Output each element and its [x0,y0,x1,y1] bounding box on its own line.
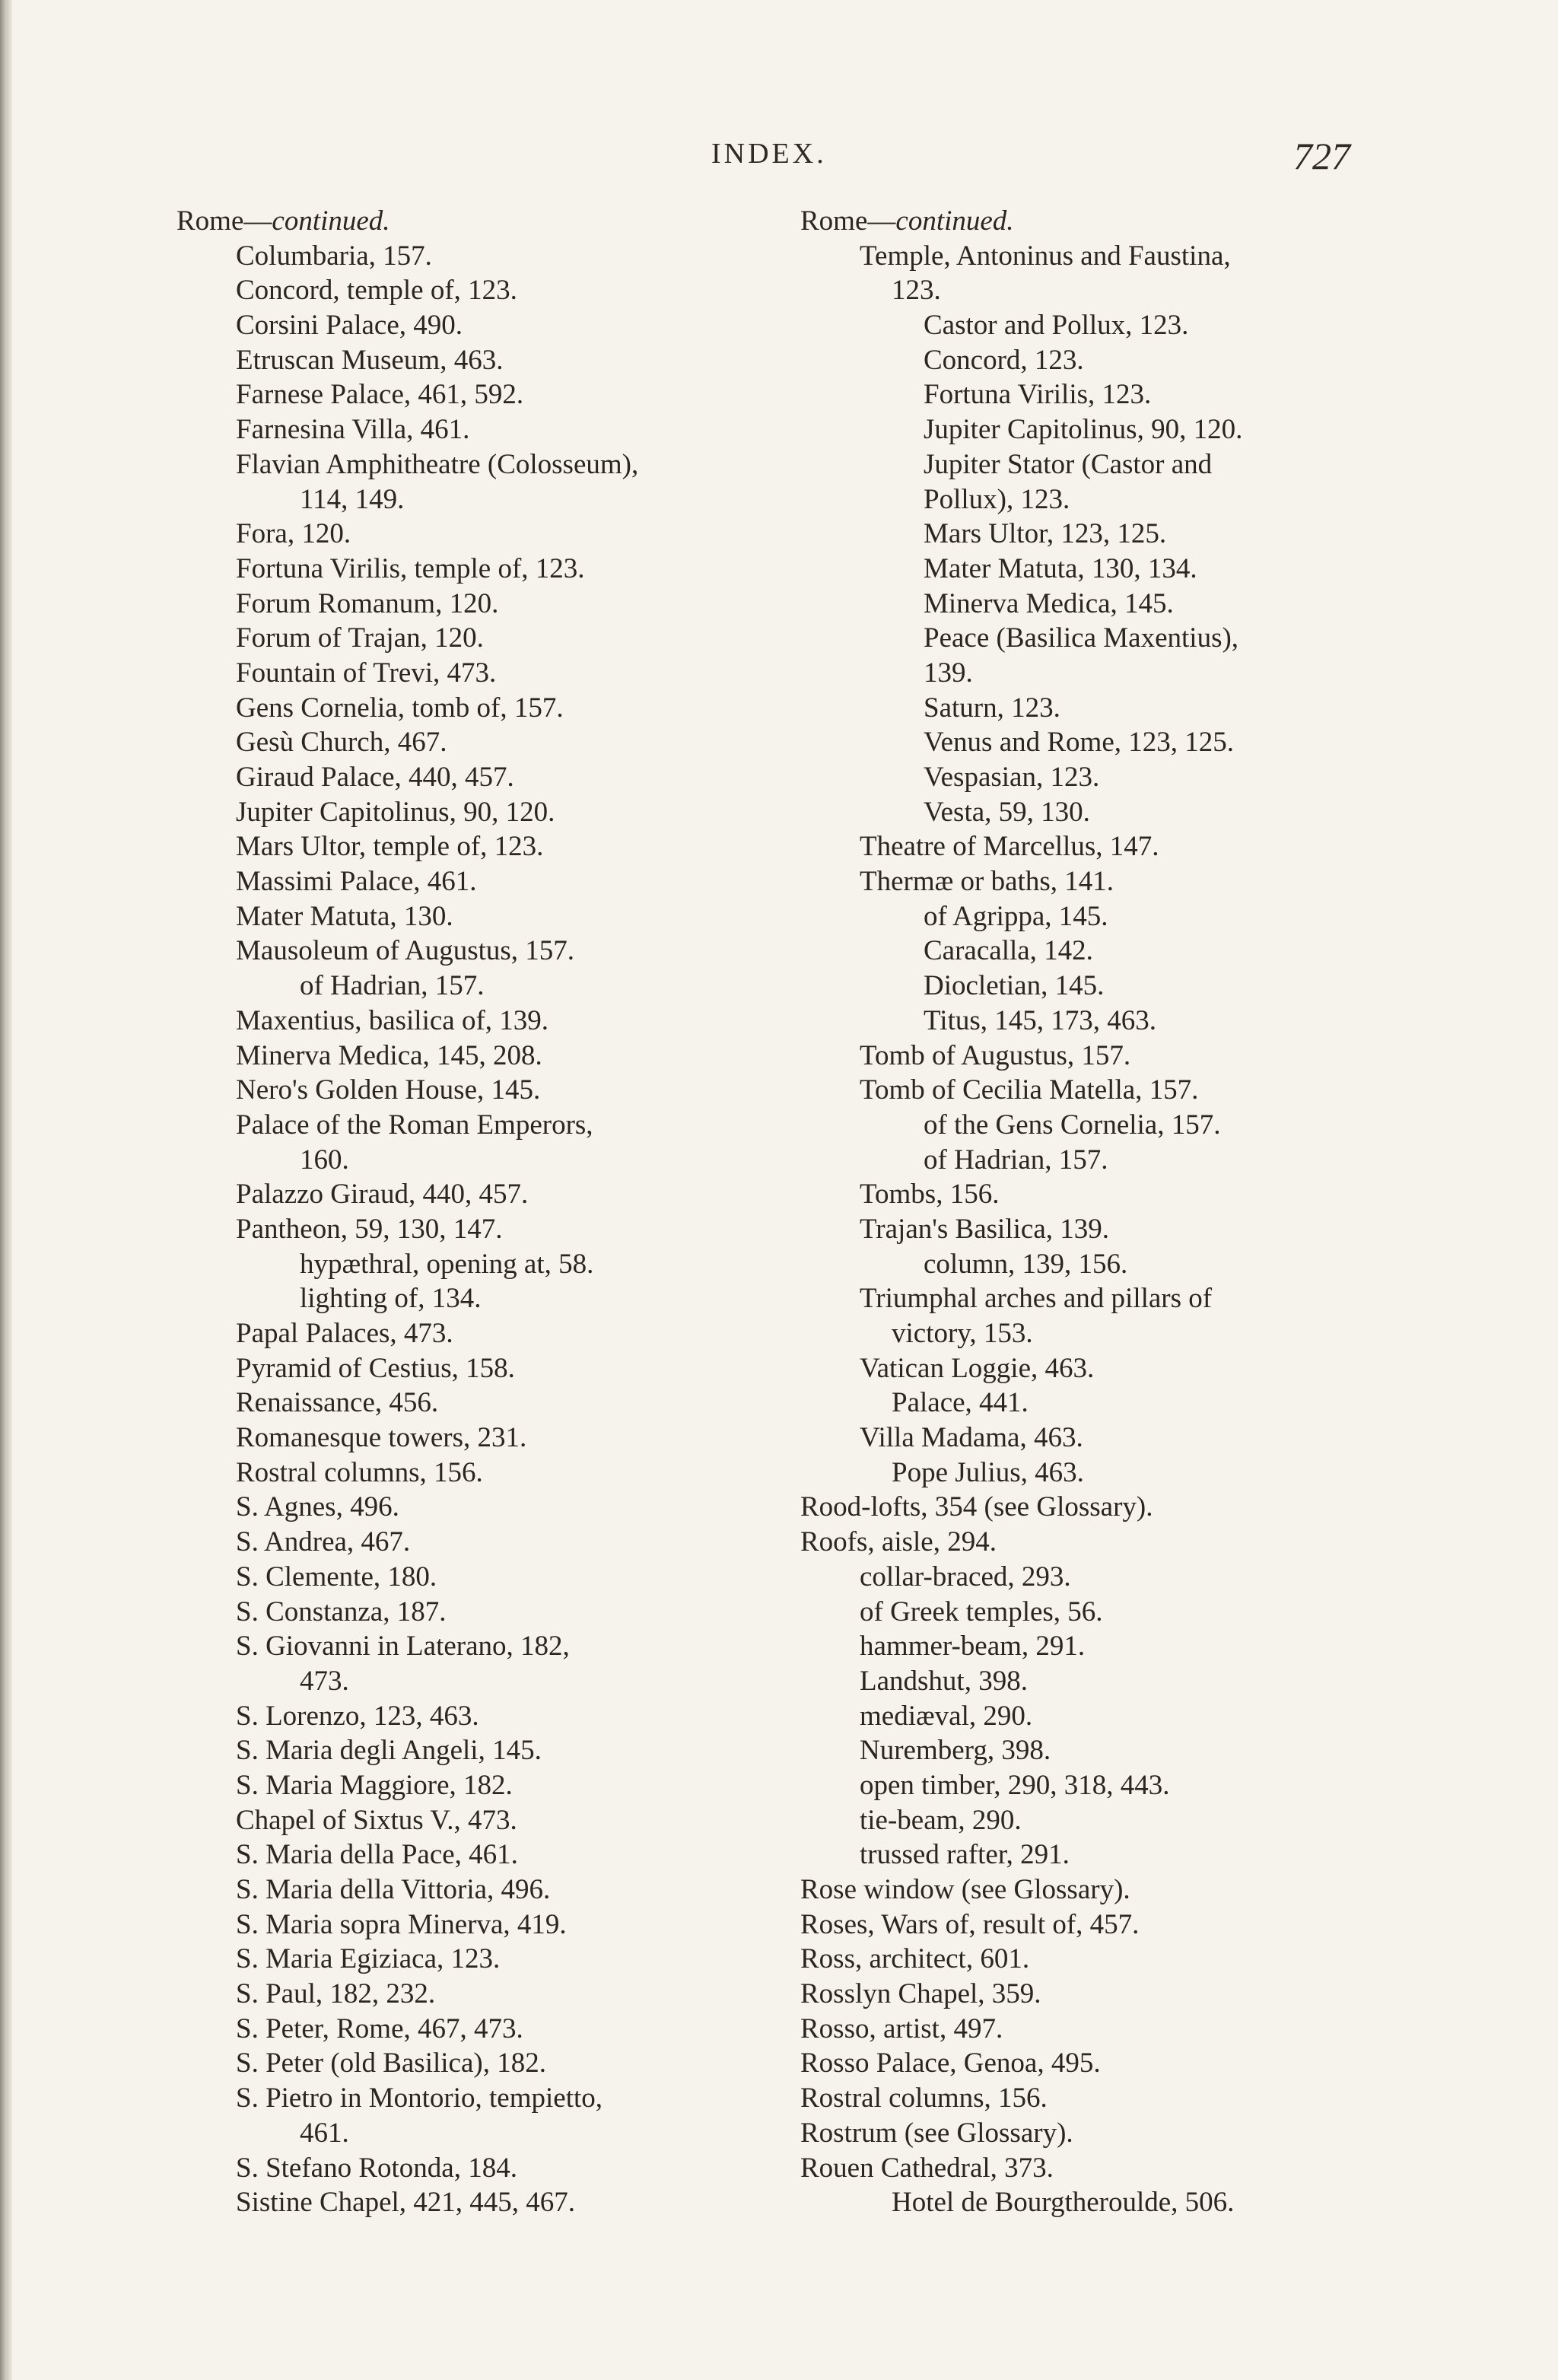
index-entry: Nuremberg, 398. [860,1735,1051,1767]
index-entry: 160. [300,1144,349,1176]
index-entry: Mausoleum of Augustus, 157. [236,935,575,967]
heading-continued: continued. [272,205,390,237]
index-entry: S. Constanza, 187. [236,1596,447,1628]
index-entry: Columbaria, 157. [236,240,432,272]
index-entry: Pyramid of Cestius, 158. [236,1352,515,1384]
index-entry: Villa Madama, 463. [860,1422,1083,1454]
index-entry: Flavian Amphitheatre (Colosseum), [236,448,639,480]
index-entry: Roofs, aisle, 294. [800,1526,997,1558]
index-entry: Hotel de Bourgtheroulde, 506. [892,2187,1235,2219]
index-entry: Giraud Palace, 440, 457. [236,762,514,793]
index-entry: Gesù Church, 467. [236,727,447,759]
heading-main: Rome— [176,205,272,237]
index-entry: Minerva Medica, 145, 208. [236,1039,542,1071]
index-entry: of the Gens Cornelia, 157. [924,1109,1221,1141]
index-entry: Pantheon, 59, 130, 147. [236,1213,503,1245]
index-entry: Ross, architect, 601. [800,1943,1030,1975]
index-entry: Minerva Medica, 145. [924,587,1174,619]
index-entry: Rosso, artist, 497. [800,2013,1003,2044]
index-entry: Etruscan Museum, 463. [236,344,504,376]
index-entry: S. Peter, Rome, 467, 473. [236,2013,523,2044]
index-entry: of Agrippa, 145. [924,900,1108,932]
index-entry: S. Maria della Vittoria, 496. [236,1874,551,1905]
index-entry: Caracalla, 142. [924,935,1093,967]
index-entry: Rouen Cathedral, 373. [800,2152,1054,2184]
index-entry: Landshut, 398. [860,1665,1028,1697]
index-entry: Mater Matuta, 130. [236,900,453,932]
index-entry: Mars Ultor, 123, 125. [924,518,1167,550]
index-entry: Roses, Wars of, result of, 457. [800,1908,1140,1940]
index-entry: Mars Ultor, temple of, 123. [236,831,544,863]
index-entry: 114, 149. [300,483,405,515]
index-entry: Sistine Chapel, 421, 445, 467. [236,2187,576,2219]
index-entry: Pollux), 123. [924,483,1070,515]
index-entry: Jupiter Stator (Castor and [924,448,1213,480]
index-entry: Concord, 123. [924,344,1084,376]
index-entry: Thermæ or baths, 141. [860,866,1114,898]
index-entry: Fountain of Trevi, 473. [236,657,497,689]
index-column-right [800,204,1401,2220]
index-entry: Rose window (see Glossary). [800,1874,1130,1905]
index-entry: Triumphal arches and pillars of [860,1283,1213,1315]
index-entry: Jupiter Capitolinus, 90, 120. [924,414,1243,446]
index-entry: 123. [892,275,941,307]
index-entry: Tombs, 156. [860,1179,1000,1211]
index-entry: tie-beam, 290. [860,1804,1022,1836]
index-entry: victory, 153. [892,1318,1033,1349]
heading-continued: continued. [895,205,1014,237]
index-entry: Vatican Loggie, 463. [860,1352,1095,1384]
index-entry: S. Agnes, 496. [236,1491,399,1523]
index-entry: Renaissance, 456. [236,1387,439,1419]
index-entry: Saturn, 123. [924,692,1060,724]
index-entry: of Hadrian, 157. [300,970,485,1002]
index-entry: Rostral columns, 156. [800,2082,1048,2114]
index-entry: Rostral columns, 156. [236,1456,483,1488]
index-entry: lighting of, 134. [300,1283,482,1315]
heading-main: Rome— [800,205,896,237]
index-entry: S. Giovanni in Laterano, 182, [236,1631,570,1662]
page-number: 727 [1293,135,1350,177]
index-entry: Tomb of Cecilia Matella, 157. [860,1074,1199,1106]
index-entry: trussed rafter, 291. [860,1839,1070,1871]
index-entry: Mater Matuta, 130, 134. [924,552,1197,584]
index-entry: Massimi Palace, 461. [236,866,477,898]
index-entry: Titus, 145, 173, 463. [924,1004,1157,1036]
index-entry: Fortuna Virilis, 123. [924,379,1152,411]
index-entry: open timber, 290, 318, 443. [860,1769,1170,1801]
index-entry: hammer-beam, 291. [860,1631,1086,1662]
index-entry: S. Maria Maggiore, 182. [236,1769,513,1801]
index-entry: Farnesina Villa, 461. [236,414,470,446]
index-entry: hypæthral, opening at, 58. [300,1248,594,1280]
index-entry: Tomb of Augustus, 157. [860,1039,1131,1071]
index-entry: Vesta, 59, 130. [924,796,1090,828]
index-entry: Peace (Basilica Maxentius), [924,622,1239,654]
index-entry: S. Maria sopra Minerva, 419. [236,1908,567,1940]
index-entry: Chapel of Sixtus V., 473. [236,1804,517,1836]
index-entry: S. Peter (old Basilica), 182. [236,2048,546,2079]
index-entry: column, 139, 156. [924,1248,1128,1280]
index-entry: Nero's Golden House, 145. [236,1074,541,1106]
index-heading [800,204,1401,239]
index-entry: Palace, 441. [892,1387,1029,1419]
index-entry: Pope Julius, 463. [892,1456,1084,1488]
index-entry: Concord, temple of, 123. [236,275,517,307]
index-entry: Trajan's Basilica, 139. [860,1213,1109,1245]
index-entry: Theatre of Marcellus, 147. [860,831,1159,863]
index-entry: Fortuna Virilis, temple of, 123. [236,552,585,584]
index-entry: S. Andrea, 467. [236,1526,411,1558]
index-entry: Papal Palaces, 473. [236,1318,453,1349]
index-entry: Fora, 120. [236,518,351,550]
index-entry: Romanesque towers, 231. [236,1422,527,1454]
index-heading [176,204,762,239]
index-column-left [176,204,762,2220]
index-entry: S. Clemente, 180. [236,1561,437,1592]
index-entry: collar-braced, 293. [860,1561,1071,1592]
index-entry: Rosslyn Chapel, 359. [800,1978,1041,2010]
index-entry: Jupiter Capitolinus, 90, 120. [236,796,555,828]
index-entry: mediæval, 290. [860,1700,1033,1732]
index-entry: S. Pietro in Montorio, tempietto, [236,2082,603,2114]
index-entry: of Hadrian, 157. [924,1144,1108,1176]
index-entry: Temple, Antoninus and Faustina, [860,240,1231,272]
index-entry: Forum of Trajan, 120. [236,622,484,654]
index-entry: Vespasian, 123. [924,762,1100,793]
index-entry: Rostrum (see Glossary). [800,2117,1073,2149]
page-header [0,134,1558,187]
index-entry: S. Maria Egiziaca, 123. [236,1943,501,1975]
index-entry: Rood-lofts, 354 (see Glossary). [800,1491,1153,1523]
index-entry: Venus and Rome, 123, 125. [924,727,1234,759]
index-entry: Maxentius, basilica of, 139. [236,1004,549,1036]
book-binding-edge [0,0,12,2380]
index-entry: 461. [300,2117,349,2149]
index-entry: Farnese Palace, 461, 592. [236,379,524,411]
index-entry: S. Maria degli Angeli, 145. [236,1735,542,1767]
index-entry: S. Stefano Rotonda, 184. [236,2152,517,2184]
index-entry: Gens Cornelia, tomb of, 157. [236,692,564,724]
index-entry: Diocletian, 145. [924,970,1105,1002]
index-entry: Forum Romanum, 120. [236,587,499,619]
index-entry: Palazzo Giraud, 440, 457. [236,1179,529,1211]
index-entry: S. Paul, 182, 232. [236,1978,436,2010]
index-entry: Corsini Palace, 490. [236,310,463,342]
index-entry: S. Maria della Pace, 461. [236,1839,518,1871]
index-entry: of Greek temples, 56. [860,1596,1103,1628]
index-entry: 139. [924,657,973,689]
index-entry: S. Lorenzo, 123, 463. [236,1700,479,1732]
running-head: INDEX. [711,138,827,170]
index-entry: Castor and Pollux, 123. [924,310,1189,342]
index-entry: Rosso Palace, Genoa, 495. [800,2048,1101,2079]
index-entry: 473. [300,1665,349,1697]
index-entry: Palace of the Roman Emperors, [236,1109,593,1141]
